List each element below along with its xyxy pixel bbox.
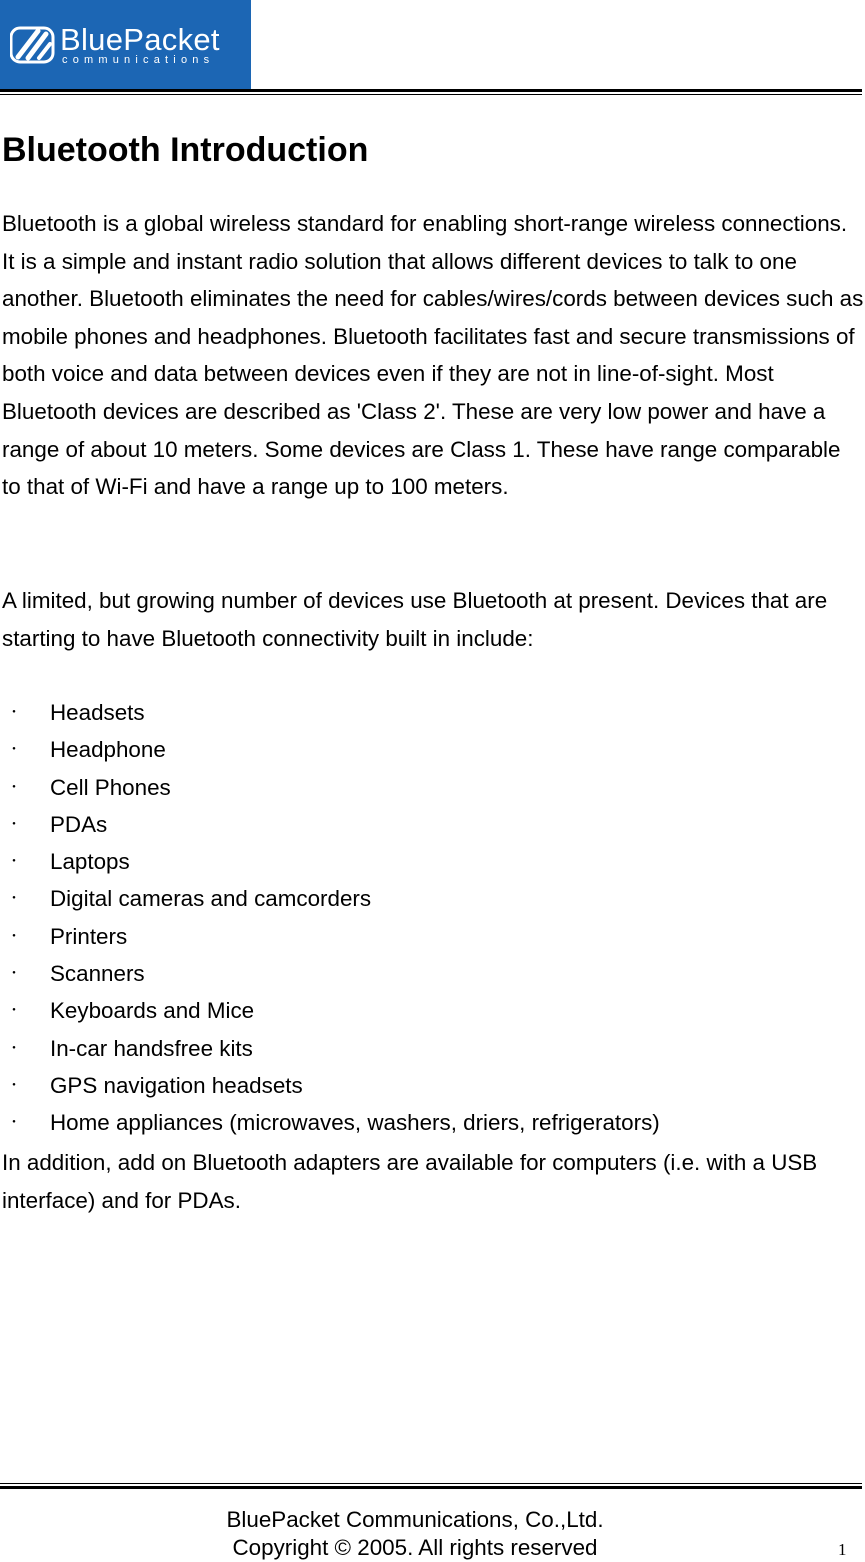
list-item-text: GPS navigation headsets xyxy=(50,1072,303,1098)
list-item-text: Keyboards and Mice xyxy=(50,998,255,1024)
intro-paragraph: Bluetooth is a global wireless standard for enabling short-range wireless connections. It is a simple and instant radio solution that allows different devices to talk to one another. Bluetooth eliminates the need for cables/wires/cords between devices such as mobile phones and headphones. Bluetooth facilitates fast and secure transmissions of both voice and data between devices even if they are not in line-of-sight. Most Bluetooth devices are described as 'Class 2'. These are very low power and have a range of about 10 meters. Some devices are Class 1. These have range comparable to that of Wi-Fi and have a range up to 100 meters. xyxy=(2,211,864,500)
logo-tagline: communications xyxy=(62,54,215,66)
bullet-icon: ・ xyxy=(7,1114,21,1131)
logo-wordmark: BluePacket xyxy=(60,22,220,57)
footer-company: BluePacket Communications, Co.,Ltd. xyxy=(226,1507,604,1532)
bullet-icon: ・ xyxy=(7,815,21,832)
list-item-text: Laptops xyxy=(50,849,130,875)
list-item-text: In-car handsfree kits xyxy=(50,1035,253,1061)
footer-copyright: Copyright © 2005. All rights reserved xyxy=(232,1535,598,1560)
list-item-text: Cell Phones xyxy=(50,774,171,800)
bullet-icon: ・ xyxy=(7,1039,21,1056)
bullet-icon: ・ xyxy=(7,853,21,870)
list-item-text: Headphone xyxy=(50,737,166,763)
list-item-text: Printers xyxy=(50,923,128,949)
bullet-icon: ・ xyxy=(7,778,21,795)
header-divider-thin xyxy=(0,94,862,95)
bullet-icon: ・ xyxy=(7,704,21,720)
bullet-icon: ・ xyxy=(7,890,21,907)
list-item-text: Scanners xyxy=(50,961,145,987)
list-item-text: PDAs xyxy=(50,811,108,837)
devices-intro-paragraph: A limited, but growing number of devices use Bluetooth at present. Devices that are starting to have Bluetooth connectivity built in include: xyxy=(2,588,828,651)
company-logo xyxy=(0,0,251,89)
list-item-text: Headsets xyxy=(50,700,145,725)
bullet-icon: ・ xyxy=(7,741,21,758)
bullet-icon: ・ xyxy=(7,1002,21,1019)
footer-divider-thin xyxy=(0,1483,862,1484)
page-number: 1 xyxy=(838,1540,847,1559)
bullet-icon: ・ xyxy=(7,1076,21,1093)
list-item-text: Home appliances (microwaves, washers, driers, refrigerators) xyxy=(50,1110,660,1136)
bullet-icon: ・ xyxy=(7,927,21,944)
footer-divider-thick xyxy=(0,1486,862,1489)
bullet-icon: ・ xyxy=(7,965,21,982)
page-title: Bluetooth Introduction xyxy=(2,131,369,169)
list-item-text: Digital cameras and camcorders xyxy=(50,886,372,912)
logo-swoosh-icon xyxy=(10,25,56,65)
header-divider-thick xyxy=(0,89,862,92)
adapters-paragraph: In addition, add on Bluetooth adapters are available for computers (i.e. with a USB interface) and for PDAs. xyxy=(2,1150,818,1213)
